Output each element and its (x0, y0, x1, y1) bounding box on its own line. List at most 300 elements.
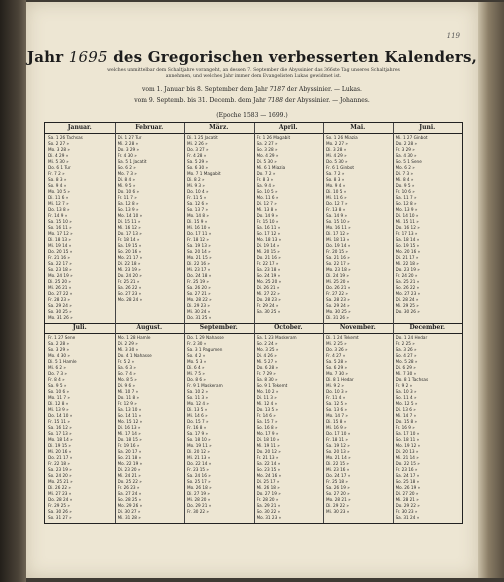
day-row: So. 17 12 » (256, 231, 281, 236)
day-row: So. 23 18 » (48, 267, 72, 272)
day-row: Sa. 12 5 » (326, 401, 348, 406)
day-row: Mo. 16 11 » (326, 225, 351, 230)
day-row: So. 14 11 » (117, 413, 142, 418)
day-row: Sa. 27 24 » (117, 491, 142, 496)
day-row: Mi. 14 7 » (395, 413, 417, 418)
day-row: Sa. 26 19 » (326, 485, 350, 490)
day-row: So. 10 6 » (48, 389, 70, 394)
book-binding (0, 0, 26, 582)
day-row: Mi. 19 11 » (256, 443, 280, 448)
day-row: So. 13 9 » (117, 207, 139, 212)
day-row: Sa. 18 14 » (395, 237, 420, 242)
day-row: Di. 25 20 » (48, 279, 71, 284)
month-days-column (257, 335, 322, 521)
day-row: Di. 22 15 » (326, 461, 349, 466)
day-row: Sa. 7 2 » (326, 171, 345, 176)
month-header: Januar. (45, 123, 115, 134)
calendar-page (26, 2, 478, 578)
day-row: Fr. 29 24 » (256, 303, 279, 308)
month-header: December. (393, 323, 463, 334)
day-row: Mi. 28 21 » (395, 497, 419, 502)
day-row: Mo. 24 19 » (48, 273, 73, 278)
day-row: So. 13 7 » (187, 207, 209, 212)
day-row: Di. 26 21 » (256, 285, 280, 290)
day-row: Sa. 15 7 » (256, 419, 278, 424)
day-row: Do. 29 22 » (395, 503, 420, 508)
day-row: Do. 3 27 » (187, 147, 209, 152)
day-row: Sa. 5 1 Jacatit (117, 159, 147, 164)
day-row: Sa. 22 14 » (256, 461, 281, 466)
day-row: Mo. 5 3 » (187, 359, 207, 364)
day-row: Di. 4 26 » (256, 353, 277, 358)
day-row: Mo. 4 29 » (256, 153, 279, 158)
day-row: Sa. 11 7 » (395, 195, 417, 200)
day-row: Fr. 4 30 » (117, 153, 137, 158)
day-row: So. 6 2 » (117, 165, 136, 170)
day-row: Fr. 16 8 » (187, 425, 207, 430)
day-row: Do. 8 1 Tachsas (395, 377, 429, 382)
day-row: Fr. 15 11 » (48, 419, 70, 424)
day-row: Do. 13 5 » (256, 407, 279, 412)
day-row: Mi. 16 12 » (117, 225, 141, 230)
day-row: Mi. 21 13 » (187, 455, 211, 460)
day-row: Di. 28 24 » (395, 297, 419, 302)
note-line: annehmen, und welches Jahr immer dem Evangelisten Lukas gewidmet ist. (165, 74, 342, 79)
day-row: Sa. 30 25 » (256, 309, 281, 314)
day-row: Do. 15 8 » (395, 419, 418, 424)
day-row: Do. 7 3 » (48, 371, 67, 376)
day-row: Fr. 1 26 Magabit (256, 135, 291, 140)
day-row: Mo. 21 14 » (326, 455, 351, 460)
day-row: Do. 31 25 » (187, 315, 212, 320)
day-row: Sa. 6 3 » (117, 365, 136, 370)
day-row: Do. 7 2 » (256, 171, 276, 176)
day-row: Di. 20 13 » (395, 449, 419, 454)
day-row: Do. 6 1 Tur (48, 165, 71, 170)
day-row: Do. 5 30 » (326, 159, 348, 164)
day-row: So. 31 27 » (48, 515, 72, 520)
day-row: Mo. 19 11 » (187, 443, 212, 448)
day-row: So. 24 20 » (48, 473, 72, 478)
day-row: Do. 28 23 » (256, 297, 281, 302)
day-row: So. 18 11 » (395, 437, 420, 442)
day-row: Fr. 23 16 » (395, 467, 418, 472)
day-row: Fr. 27 22 » (326, 291, 348, 296)
day-row: So. 13 6 » (326, 407, 348, 412)
day-row: Fr. 15 10 » (256, 219, 279, 224)
day-row: Fr. 22 17 » (256, 261, 279, 266)
day-row: Fr. 16 9 » (395, 425, 415, 430)
day-row: Mo. 31 23 » (256, 515, 282, 520)
month-days-column (326, 335, 391, 521)
day-row: Sa. 31 24 » (395, 515, 420, 520)
day-row: So. 8 3 » (326, 177, 345, 182)
day-row: Do. 26 21 » (326, 285, 351, 290)
column-divider (115, 323, 116, 523)
day-row: Di. 7 3 » (395, 171, 414, 176)
month-days-column (396, 335, 461, 521)
day-row: Do. 3 29 » (117, 147, 140, 152)
day-row: Mi. 12 7 » (48, 201, 69, 206)
day-row: Di. 13 6 » (395, 407, 416, 412)
day-row: Di. 21 17 » (395, 255, 419, 260)
day-row: Sa. 24 16 » (187, 473, 211, 478)
calendar-table (44, 122, 463, 524)
day-row: Mi. 23 16 » (326, 467, 350, 472)
day-row: Fr. 14 9 » (48, 213, 68, 218)
day-row: Fr. 25 18 » (326, 479, 348, 484)
day-row: Fr. 25 19 » (187, 279, 209, 284)
day-row: Fr. 5 2 » (117, 359, 135, 364)
day-row: So. 2 24 » (256, 341, 278, 346)
day-row: Do. 14 9 » (256, 213, 279, 218)
column-divider (393, 323, 394, 523)
day-row: Mi. 30 24 » (187, 309, 211, 314)
day-row: Fr. 20 15 » (326, 249, 348, 254)
day-row: Di. 22 16 » (187, 261, 210, 266)
day-row: Fr. 29 25 » (48, 503, 70, 508)
day-row: Mi. 27 23 » (48, 491, 72, 496)
day-row: Mo. 18 13 » (256, 237, 282, 242)
day-row: Fr. 18 12 » (187, 237, 209, 242)
day-row: Fr. 14 6 » (256, 413, 276, 418)
day-row: Do. 16 12 » (395, 225, 420, 230)
day-row: Mo. 20 16 » (395, 249, 421, 254)
column-divider (184, 323, 185, 523)
day-row: Mo. 17 9 » (256, 431, 279, 436)
day-row: Mo. 30 25 » (326, 309, 351, 314)
day-row: So. 17 13 » (48, 431, 72, 436)
day-row: Fr. 13 8 » (326, 207, 346, 212)
day-row: Fr. 18 11 » (326, 437, 348, 442)
day-row: Sa. 19 13 » (187, 243, 211, 248)
day-row: Mo. 21 17 » (117, 255, 143, 260)
month-header: Februar. (115, 123, 185, 134)
folio-number: 119 (446, 32, 460, 40)
day-row: Fr. 30 22 » (187, 509, 209, 514)
day-row: Di. 25 17 » (256, 479, 280, 484)
day-row: So. 19 15 » (395, 243, 420, 248)
month-days-column (118, 135, 183, 321)
day-row: Sa. 24 17 » (395, 473, 420, 478)
day-row: Mi. 7 30 » (395, 371, 417, 376)
day-row: Do. 28 24 » (48, 497, 73, 502)
day-row: Di. 3 28 » (326, 147, 347, 152)
day-row: Fr. 4 28 » (187, 153, 207, 158)
day-row: Mi. 16 9 » (326, 425, 347, 430)
day-row: Mo. 6 2 » (395, 165, 415, 170)
day-row: Mi. 13 9 » (48, 407, 69, 412)
day-row: Mo. 24 16 » (256, 473, 282, 478)
day-row: Di. 5 1 Hamle (48, 359, 77, 364)
day-row: So. 27 20 » (326, 491, 350, 496)
day-row: Sa. 8 30 » (256, 377, 278, 382)
day-row: Sa. 12 8 » (117, 201, 139, 206)
month-days-column (48, 135, 113, 321)
day-row: Fr. 6 1 Ginbot (326, 165, 355, 170)
day-row: Do. 27 22 » (48, 291, 73, 296)
day-row: So. 24 19 » (256, 273, 281, 278)
day-row: Mi. 25 20 » (326, 279, 350, 284)
day-row: So. 1 26 Miazia (326, 135, 358, 140)
day-row: Mo. 13 9 » (395, 207, 418, 212)
day-row: Di. 16 13 » (117, 425, 141, 430)
day-row: So. 21 18 » (117, 455, 142, 460)
day-row: Mi. 11 6 » (326, 195, 347, 200)
day-row: So. 6 30 » (187, 165, 209, 170)
day-row: Di. 20 12 » (187, 449, 210, 454)
day-row: Mo. 7 3 » (117, 171, 137, 176)
day-row: Fr. 2 30 » (187, 341, 207, 346)
day-row: Mi. 30 23 » (326, 509, 350, 514)
day-row: Fr. 12 9 » (117, 401, 137, 406)
day-row: Mo. 14 7 » (326, 413, 348, 418)
day-row: Di. 1 27 Tur (117, 135, 142, 140)
era-line-1-year: 7187 (269, 86, 285, 93)
day-row: Do. 15 7 » (187, 419, 209, 424)
day-row: Do. 4 1 Nahasse (117, 353, 152, 358)
day-row: Mo. 28 22 » (187, 297, 212, 302)
day-row: Di. 5 30 » (256, 159, 277, 164)
day-row: Sa. 9 4 » (256, 183, 275, 188)
day-row: Fr. 1 27 Sene (48, 335, 76, 340)
day-row: Do. 29 21 » (187, 503, 212, 508)
day-row: Mo. 14 10 » (117, 213, 143, 218)
day-row: Mo. 12 4 » (187, 401, 209, 406)
day-row: So. 11 3 » (187, 395, 209, 400)
column-divider (323, 123, 324, 323)
day-row: Mo. 19 12 » (395, 443, 421, 448)
month-header: April. (254, 123, 324, 134)
day-row: Mi. 21 14 » (395, 455, 419, 460)
month-header: Juni. (393, 123, 463, 134)
day-row: So. 29 24 » (326, 303, 350, 308)
day-row: Mi. 22 18 » (395, 261, 419, 266)
day-row: Di. 15 11 » (117, 219, 141, 224)
day-row: Di. 1 24 Tekemt (326, 335, 359, 340)
day-row: Mi. 12 4 » (256, 401, 278, 406)
title-year-handwritten: 1695 (68, 48, 108, 66)
day-row: Fr. 7 2 » (48, 171, 65, 176)
day-row: Fr. 7 29 » (256, 371, 276, 376)
day-row: Mi. 2 26 » (187, 141, 208, 146)
epoch-label: (Epoche 1583 — 1699.) (216, 112, 288, 119)
day-row: Do. 2 28 » (395, 141, 418, 146)
day-row: Fr. 21 13 » (256, 455, 279, 460)
day-row: Sa. 1 26 Tachsas (48, 135, 83, 140)
day-row: So. 30 22 » (256, 509, 281, 514)
day-row: Mo. 1 28 Hamle (117, 335, 151, 340)
day-row: So. 20 13 » (326, 449, 350, 454)
day-row: Mi. 20 15 » (256, 249, 280, 254)
day-row: Do. 3 26 » (326, 347, 348, 352)
day-row: Mi. 3 30 » (117, 347, 139, 352)
day-row: Di. 15 8 » (326, 419, 347, 424)
day-row: Sa. 17 9 » (187, 431, 209, 436)
day-row: Mo. 25 20 » (256, 279, 282, 284)
day-row: Di. 22 18 » (117, 261, 141, 266)
day-row: Mo. 28 24 » (117, 297, 143, 302)
day-row: Do. 1 24 Hedar (395, 335, 428, 340)
day-row: Do. 17 11 » (187, 231, 212, 236)
day-row: Di. 27 20 » (395, 491, 419, 496)
day-row: Mi. 17 14 » (117, 431, 141, 436)
day-row: So. 9 1 Tekemt (256, 383, 288, 388)
day-row: Mo. 22 19 » (117, 461, 143, 466)
day-row: Do. 25 22 » (117, 479, 142, 484)
day-row: Di. 30 27 » (117, 509, 141, 514)
month-header: Juli. (45, 323, 115, 334)
day-row: So. 3 28 » (256, 147, 278, 152)
day-row: Mo. 10 5 » (48, 189, 70, 194)
day-row: Di. 23 20 » (117, 467, 141, 472)
day-row: Di. 11 3 » (256, 395, 277, 400)
day-row: Do. 17 13 » (117, 231, 142, 236)
day-row: So. 11 4 » (395, 395, 417, 400)
day-row: Do. 13 8 » (48, 207, 70, 212)
day-row: Mo. 3 28 » (48, 147, 70, 152)
day-row: Di. 24 19 » (326, 273, 349, 278)
day-row: Mi. 4 29 » (326, 153, 347, 158)
day-row: So. 25 17 » (187, 479, 211, 484)
day-row: Fr. 19 16 » (117, 443, 140, 448)
day-row: Di. 8 1 Hedar (326, 377, 354, 382)
day-row: Mi. 6 2 » (48, 365, 66, 370)
day-row: Fr. 3 29 » (395, 147, 415, 152)
day-row: Sa. 16 12 » (48, 425, 72, 430)
day-row: Do. 22 15 » (395, 461, 420, 466)
day-row: So. 20 16 » (117, 249, 142, 254)
day-row: So. 27 23 » (117, 291, 142, 296)
era-line-2-text: vom 9. Septemb. bis 31. Decemb. dem Jahr (134, 97, 266, 104)
day-row: Do. 20 15 » (48, 249, 73, 254)
day-row: Fr. 10 6 » (395, 189, 415, 194)
page-title (26, 48, 478, 66)
day-row: Fr. 11 5 » (187, 195, 207, 200)
day-row: Fr. 8 4 » (48, 377, 65, 382)
day-row: Sa. 26 20 » (187, 285, 211, 290)
day-row: Di. 10 5 » (326, 189, 347, 194)
day-row: Fr. 30 23 » (395, 509, 418, 514)
day-row: Sa. 29 24 » (48, 303, 72, 308)
day-row: Mo. 31 26 » (48, 315, 73, 320)
day-row: Mi. 6 1 Miazia (256, 165, 286, 170)
month-header: November. (323, 323, 393, 334)
day-row: Sa. 2 28 » (48, 341, 70, 346)
day-row: Di. 31 26 » (326, 315, 349, 320)
day-row: Sa. 12 6 » (187, 201, 209, 206)
day-row: Sa. 30 26 » (48, 509, 72, 514)
day-row: Di. 6 29 » (395, 365, 416, 370)
day-row: Mi. 19 14 » (48, 243, 72, 248)
day-row: Sa. 17 10 » (395, 431, 420, 436)
day-row: Sa. 21 16 » (326, 255, 350, 260)
day-row: Mo. 17 12 » (48, 231, 73, 236)
day-row: So. 16 8 » (256, 425, 278, 430)
day-row: Sa. 15 10 » (48, 219, 72, 224)
day-row: Di. 8 4 » (117, 177, 136, 182)
era-line-2-year: 7188 (267, 97, 284, 104)
day-row: Mi. 10 7 » (117, 389, 139, 394)
day-row: Mi. 24 21 » (117, 473, 141, 478)
day-row: Do. 24 20 » (117, 273, 142, 278)
column-divider (254, 123, 255, 323)
day-row: Fr. 17 13 » (395, 231, 418, 236)
note-line: welches unmittelbar dem Schaltjahre vorangeht, an dessen 7. September die Abyssinier das 366ste Tag unseres Schaltjahres (107, 68, 400, 73)
day-row: Mo. 25 21 » (48, 479, 73, 484)
day-row: Mi. 2 25 » (326, 341, 347, 346)
title-prefix: Jahr (26, 48, 64, 66)
day-row: Mi. 1 27 Ginbot (395, 135, 428, 140)
day-row: Mo. 26 18 » (187, 485, 212, 490)
day-row: So. 28 25 » (117, 497, 142, 502)
era-line-2-suffix: der Abyssinier. — Johannes. (284, 97, 370, 104)
day-row: Mi. 28 20 » (187, 497, 211, 502)
day-row: Mo. 7 30 » (326, 371, 348, 376)
day-row: Mo. 27 23 » (395, 291, 421, 296)
day-row: Do. 12 7 » (326, 201, 348, 206)
day-row: So. 12 8 » (395, 201, 417, 206)
column-divider (323, 323, 324, 523)
day-row: Do. 18 15 » (117, 437, 142, 442)
day-row: Di. 6 4 » (187, 365, 205, 370)
day-row: Mi. 15 11 » (395, 219, 419, 224)
day-row: Di. 19 15 » (48, 443, 71, 448)
day-row: Di. 18 13 » (48, 237, 71, 242)
day-row: Mi. 2 28 » (117, 141, 139, 146)
day-row: Fr. 11 7 » (117, 195, 137, 200)
day-row: So. 23 15 » (256, 467, 281, 472)
day-row: So. 3 29 » (48, 347, 70, 352)
month-header: September. (184, 323, 254, 334)
day-row: So. 20 14 » (187, 249, 211, 254)
day-row: Sa. 10 3 » (395, 389, 417, 394)
day-row: So. 15 10 » (326, 219, 350, 224)
day-row: Mi. 9 2 » (326, 383, 344, 388)
column-divider (254, 323, 255, 523)
day-row: Mo. 28 21 » (326, 497, 351, 502)
day-row: Sa. 22 17 » (48, 261, 72, 266)
day-row: Mo. 11 7 » (48, 395, 70, 400)
era-line-2 (26, 97, 478, 104)
day-row: Mi. 23 17 » (187, 267, 211, 272)
day-row: Do. 11 8 » (117, 395, 140, 400)
day-row: Sa. 23 19 » (48, 467, 72, 472)
day-row: Mi. 7 5 » (187, 371, 205, 376)
day-row: Fr. 21 16 » (48, 255, 70, 260)
day-row: Sa. 3 1 Pagumen (187, 347, 223, 352)
month-days-column (326, 135, 391, 321)
day-row: Di. 8 2 » (187, 177, 205, 182)
day-row: Sa. 28 23 » (326, 297, 350, 302)
day-row: Mo. 26 19 » (395, 485, 421, 490)
day-row: Sa. 13 10 » (117, 407, 142, 412)
column-divider (184, 123, 185, 323)
day-row: Mi. 26 21 » (48, 285, 72, 290)
day-row: Mi. 9 5 » (117, 183, 136, 188)
day-row: Do. 1 29 Nahasse (187, 335, 224, 340)
day-row: Sa. 8 3 » (48, 177, 67, 182)
day-row: Sa. 25 21 » (395, 279, 420, 284)
day-row: Do. 20 12 » (256, 449, 281, 454)
day-row: Mi. 8 4 » (395, 177, 414, 182)
day-row: Fr. 28 23 » (48, 297, 70, 302)
day-row: So. 7 4 » (117, 371, 136, 376)
day-row: Do. 10 4 » (187, 189, 209, 194)
day-row: Do. 23 19 » (395, 267, 420, 272)
day-row: Fr. 9 1 Maskeram (187, 383, 223, 388)
day-row: So. 9 4 » (48, 183, 67, 188)
